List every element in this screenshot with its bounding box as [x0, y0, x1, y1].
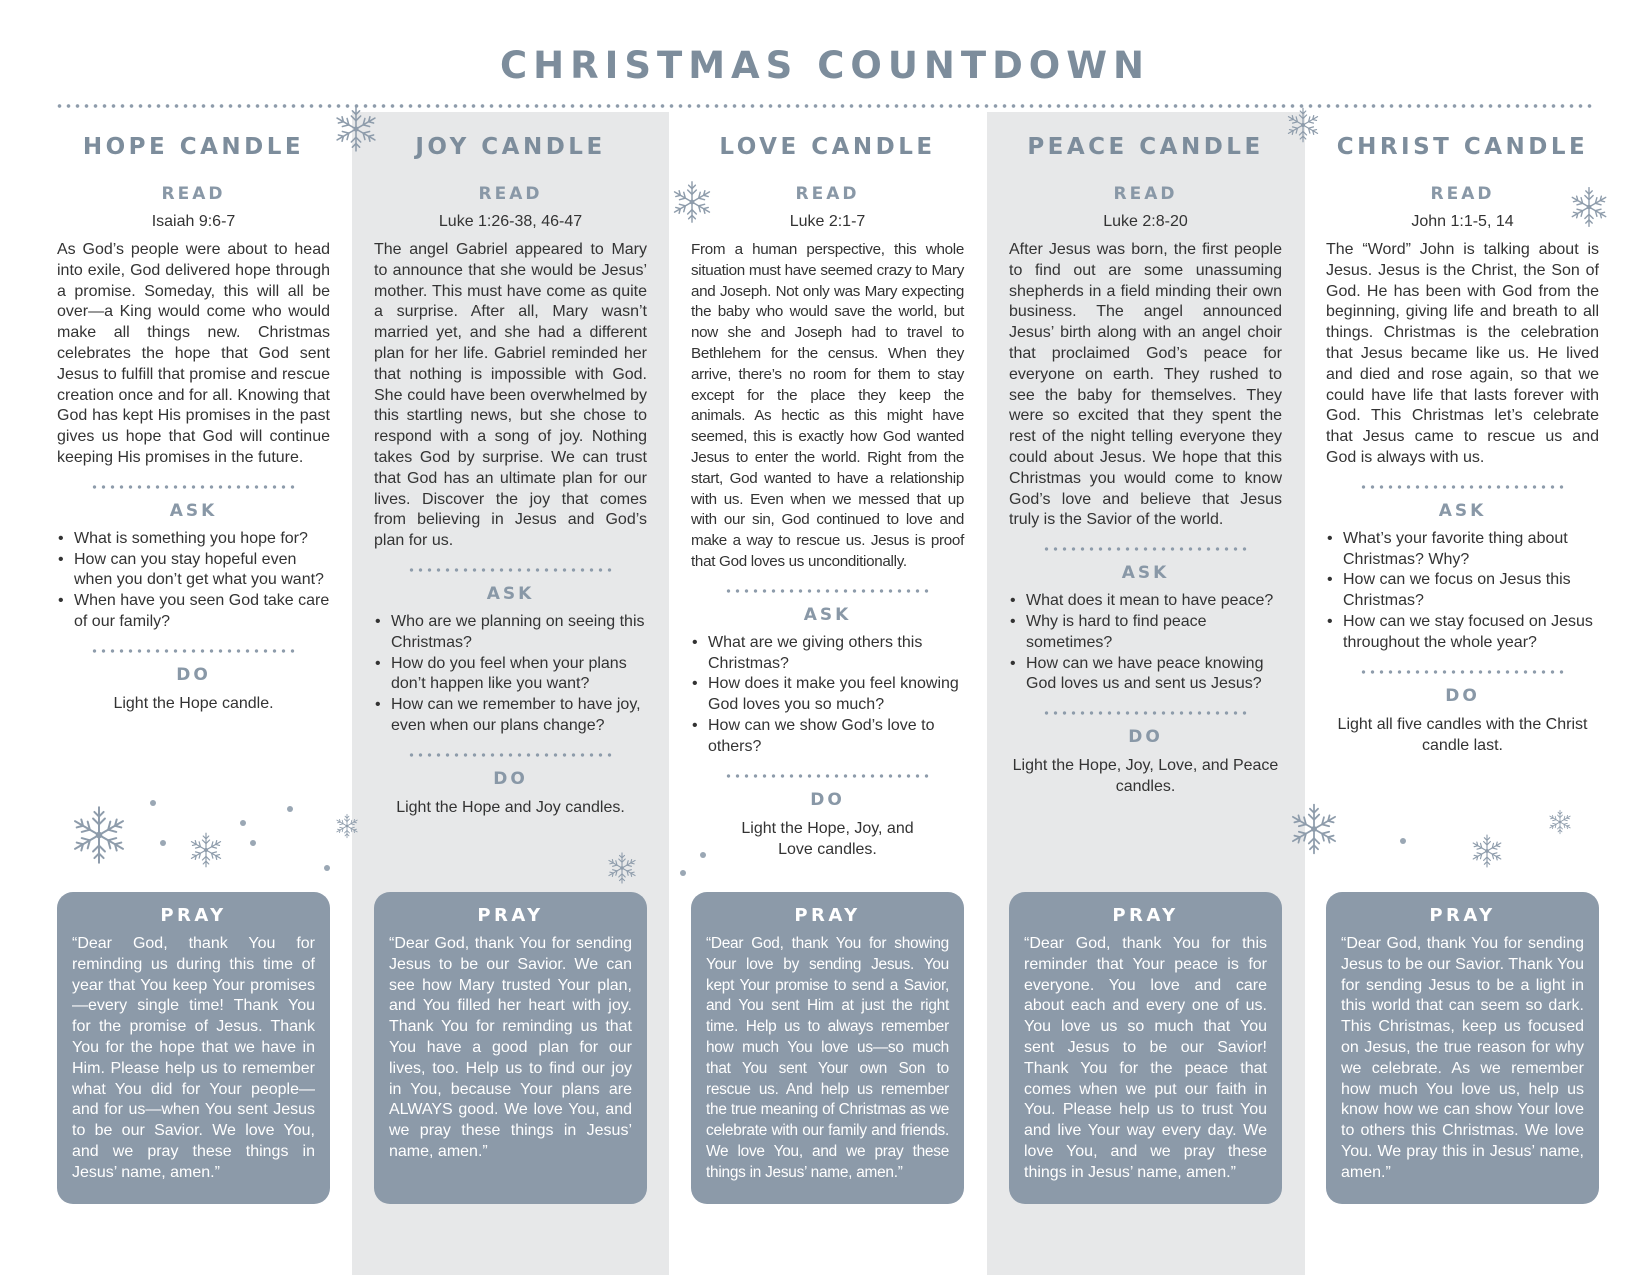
- scripture-reference: Luke 2:1-7: [789, 213, 866, 230]
- dotted-divider: [90, 485, 298, 489]
- pray-box: [374, 892, 647, 1204]
- do-text: Light the Hope, Joy, and Love candles.: [741, 819, 914, 858]
- ask-list: [1009, 591, 1282, 695]
- dotted-divider: [90, 649, 298, 653]
- ask-list: [691, 633, 964, 758]
- list-item: • How can we have peace knowing God loves us and sent us Jesus?: [1009, 654, 1282, 696]
- pray-box: [1009, 892, 1282, 1204]
- pray-box: [57, 892, 330, 1204]
- read-text: The “Word” John is talking about is Jesus. Jesus is the Christ, the Son of God. He has been with God from the beginning, giving life and breath to all things. Christmas is the celebration that Jesus became like us. He lived and died and rose again, so that we could have life that lasts forever with God. This Christmas let’s celebrate that Jesus came to rescue us and God is always with us.: [1326, 241, 1599, 466]
- prayer-text: “Dear God, thank You for showing Your love by sending Jesus. You kept Your promise to send a Savior, and You sent Him at just the right time. Help us to always remember how much You love us—so much that You sent Your own Son to rescue us. And help us remember the true meaning of Christmas as we celebrate with our family and friends. We love You, and we pray these things in Jesus’ name, amen.”: [706, 935, 949, 1181]
- hope-candle-column: [57, 130, 330, 1210]
- do-text: Light the Hope and Joy candles.: [396, 798, 625, 816]
- page-title: CHRISTMAS COUNTDOWN: [499, 44, 1151, 87]
- read-text: The angel Gabriel appeared to Mary to announce that she would be Jesus’ mother. This must have come as quite a surprise. After all, Mary wasn’t married yet, and she had a different plan for her life. Gabriel reminded her that nothing is impossible with God. She could have been overwhelmed by this startling news, but she chose to respond with a song of joy. Nothing takes God by surprise. We can trust that God has an ultimate plan for our lives. Discover the joy that comes from believing in Jesus and God’s plan for us.: [374, 241, 647, 550]
- list-item: • What is something you hope for?: [57, 529, 330, 550]
- list-item: • How do you feel when your plans don’t happen like you want?: [374, 654, 647, 696]
- ask-label: ASK: [1438, 500, 1487, 521]
- ask-list: [57, 529, 330, 633]
- ask-label: ASK: [486, 583, 535, 604]
- read-label: READ: [161, 184, 226, 204]
- ask-label: ASK: [803, 604, 852, 625]
- column-title: HOPE CANDLE: [82, 134, 305, 160]
- do-label: DO: [176, 664, 211, 685]
- column-title: LOVE CANDLE: [719, 134, 936, 160]
- pray-label: PRAY: [1429, 905, 1496, 926]
- column-title: PEACE CANDLE: [1027, 134, 1264, 160]
- scripture-reference: Luke 2:8-20: [1103, 213, 1188, 230]
- do-label: DO: [1445, 685, 1480, 706]
- pray-label: PRAY: [1112, 905, 1179, 926]
- list-item: • What are we giving others this Christmas?: [691, 633, 964, 675]
- snow-dot: [680, 870, 686, 876]
- love-candle-column: [691, 130, 964, 1210]
- list-item: • How can we show God’s love to others?: [691, 716, 964, 758]
- title-divider: [55, 104, 1595, 108]
- list-item: • How can we stay focused on Jesus throughout the whole year?: [1326, 612, 1599, 654]
- do-text: Light the Hope, Joy, Love, and Peace candles.: [1012, 757, 1279, 796]
- do-label: DO: [493, 768, 528, 789]
- list-item: • What’s your favorite thing about Christmas? Why?: [1326, 529, 1599, 571]
- list-item: • How can you stay hopeful even when you don’t get what you want?: [57, 550, 330, 592]
- list-item: • How can we focus on Jesus this Christmas?: [1326, 570, 1599, 612]
- list-item: • What does it mean to have peace?: [1009, 591, 1282, 612]
- prayer-text: “Dear God, thank You for sending Jesus to be our Savior. Thank You for sending Jesus to be a light in this world that can seem so dark. This Christmas, keep us focused on Jesus, the true reason for why we celebrate. As we remember how much You love us, help us know how we can show Your love to others this Christmas. We love You. We pray this in Jesus’ name, amen.”: [1341, 935, 1584, 1181]
- ask-label: ASK: [169, 500, 218, 521]
- dotted-divider: [407, 568, 615, 572]
- pray-box: [1326, 892, 1599, 1204]
- do-label: DO: [810, 789, 845, 810]
- ask-list: [1326, 529, 1599, 654]
- column-title: CHRIST CANDLE: [1336, 134, 1589, 160]
- prayer-text: “Dear God, thank You for this reminder that Your peace is for everyone. You love and care about each and every one of us. You love us so much that You sent Jesus to be our Savior! Thank You for the peace that comes when we put our faith in You. Please help us to trust You and live Your way every day. We love You, and we pray these things in Jesus’ name, amen.”: [1024, 935, 1267, 1181]
- list-item: • When have you seen God take care of our family?: [57, 591, 330, 633]
- read-label: READ: [1113, 184, 1178, 204]
- read-text: After Jesus was born, the first people to find out are some unassuming shepherds in a field minding their own business. The angel announced Jesus’ birth along with an angel choir that proclaimed God’s peace for everyone on earth. They rushed to see the baby for themselves. They were so excited that they spent the rest of the night telling everyone they could about Jesus. We hope that this Christmas you would come to know God’s love and believe that Jesus truly is the Savior of the world.: [1009, 241, 1282, 529]
- dotted-divider: [1042, 711, 1250, 715]
- pray-box: [691, 892, 964, 1204]
- do-text: Light all five candles with the Christ candle last.: [1337, 715, 1588, 754]
- dotted-divider: [1359, 670, 1567, 674]
- pray-label: PRAY: [794, 905, 861, 926]
- list-item: • Who are we planning on seeing this Christmas?: [374, 612, 647, 654]
- pray-label: PRAY: [160, 905, 227, 926]
- prayer-text: “Dear God, thank You for sending Jesus to be our Savior. We can see how Mary trusted Your plan, and You filled her heart with joy. Thank You for reminding us that You have a good plan for our lives, too. Help us to find our joy in You, because Your plans are ALWAYS good. We love You, and we pray these things in Jesus’ name, amen.”: [389, 935, 632, 1160]
- scripture-reference: Luke 1:26-38, 46-47: [438, 213, 583, 230]
- do-text: Light the Hope candle.: [113, 694, 274, 712]
- read-text: As God’s people were about to head into exile, God delivered hope through a promise. Someday, this will all be over—a King would come who would make all things new. Christmas celebrates the hope that God sent Jesus to fulfill that promise and rescue creation once and for all. Knowing that God has kept His promises in the past gives us hope that God will continue keeping His promises in the future.: [57, 241, 330, 466]
- dotted-divider: [407, 753, 615, 757]
- peace-candle-column: [1009, 130, 1282, 1210]
- read-text: From a human perspective, this whole situation must have seemed crazy to Mary and Joseph. Not only was Mary expecting the baby who would save the world, but now she and Joseph had to travel to Bethlehem for the census. When they arrive, there’s no room for them to stay except for the place they keep the animals. As hectic as this might have seemed, this is exactly how God wanted Jesus to enter the world. Right from the start, God wanted to have a relationship with us. Even when we messed that up with our sin, God continued to love and make a way to rescue us. Jesus is proof that God loves us unconditionally.: [691, 241, 964, 570]
- column-title: JOY CANDLE: [415, 134, 606, 160]
- ask-list: [374, 612, 647, 737]
- ask-label: ASK: [1121, 563, 1170, 584]
- read-label: READ: [478, 184, 543, 204]
- joy-candle-column: [374, 130, 647, 1210]
- read-label: READ: [795, 184, 860, 204]
- scripture-reference: John 1:1-5, 14: [1411, 213, 1514, 230]
- dotted-divider: [1042, 547, 1250, 551]
- prayer-text: “Dear God, thank You for reminding us during this time of year that You keep Your promises—every single time! Thank You for the promise of Jesus. Thank You for the hope that we have in Him. Please help us to remember what You did for Your people—and for us—when You sent Jesus to be our Savior. We love You, and we pray these things in Jesus’ name, amen.”: [72, 935, 315, 1181]
- scripture-reference: Isaiah 9:6-7: [151, 213, 236, 230]
- snowflake-icon: [333, 812, 361, 840]
- dotted-divider: [724, 774, 932, 778]
- list-item: • Why is hard to find peace sometimes?: [1009, 612, 1282, 654]
- do-label: DO: [1128, 727, 1163, 748]
- pray-label: PRAY: [477, 905, 544, 926]
- read-label: READ: [1430, 184, 1495, 204]
- christ-candle-column: [1326, 130, 1599, 1210]
- dotted-divider: [1359, 485, 1567, 489]
- dotted-divider: [724, 589, 932, 593]
- list-item: • How does it make you feel knowing God loves you so much?: [691, 674, 964, 716]
- list-item: • How can we remember to have joy, even when our plans change?: [374, 695, 647, 737]
